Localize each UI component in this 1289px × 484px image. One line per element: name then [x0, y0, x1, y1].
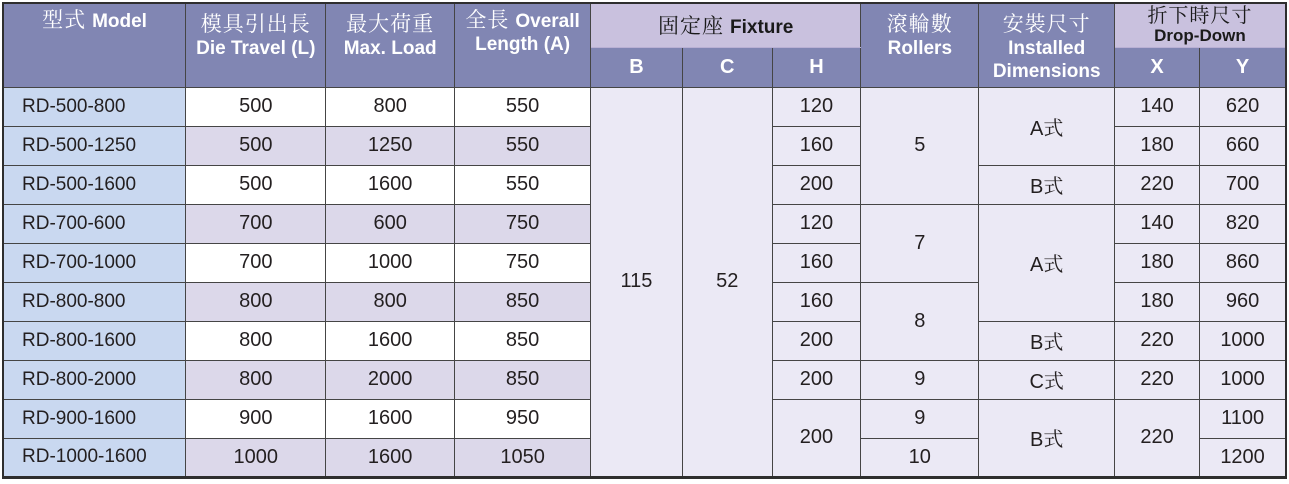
col-header-overall-length [454, 3, 590, 87]
model-cell: RD-700-1000 [3, 243, 186, 282]
col-header-drop-down-y: Y [1200, 47, 1286, 87]
col-header-rollers [861, 3, 979, 87]
value-cell: 850 [454, 321, 590, 360]
value-cell: 850 [454, 360, 590, 399]
value-cell: 860 [1200, 243, 1286, 282]
col-header-drop-down-en: Drop-Down [1154, 26, 1246, 46]
model-cell: RD-500-800 [3, 87, 186, 126]
col-header-die-travel-en: Die Travel (L) [196, 38, 316, 59]
value-cell: 1000 [1200, 321, 1286, 360]
value-cell: 1100 [1200, 399, 1286, 438]
table-body [3, 87, 1286, 477]
value-cell: 800 [186, 282, 326, 321]
value-cell: 800 [326, 87, 454, 126]
value-cell: A式 [979, 204, 1114, 321]
value-cell: 620 [1200, 87, 1286, 126]
value-cell: 220 [1114, 360, 1199, 399]
col-header-overall-length-en: Overall Length (A) [475, 11, 580, 55]
col-header-model-en: Model [92, 11, 147, 32]
col-header-die-travel-zh: 模具引出長 [200, 13, 311, 36]
col-header-installed-dimensions-zh: 安裝尺寸 [1002, 13, 1091, 36]
model-cell: RD-800-1600 [3, 321, 186, 360]
value-cell: 1600 [326, 438, 454, 477]
col-header-model [3, 3, 186, 87]
model-cell: RD-800-800 [3, 282, 186, 321]
col-header-max-load-zh: 最大荷重 [346, 13, 435, 36]
col-header-fixture-h: H [772, 47, 860, 87]
value-cell: 700 [186, 243, 326, 282]
model-cell: RD-500-1250 [3, 126, 186, 165]
col-header-installed-dimensions [979, 3, 1114, 87]
col-header-fixture-b: B [591, 47, 682, 87]
value-cell: 660 [1200, 126, 1286, 165]
value-cell: 7 [861, 204, 979, 282]
value-cell: C式 [979, 360, 1114, 399]
value-cell: 8 [861, 282, 979, 360]
value-cell: 550 [454, 165, 590, 204]
col-header-drop-down [1114, 3, 1286, 47]
value-cell: 1000 [1200, 360, 1286, 399]
value-cell: 600 [326, 204, 454, 243]
value-cell: 120 [772, 204, 860, 243]
value-cell: 800 [186, 321, 326, 360]
value-cell: 2000 [326, 360, 454, 399]
value-cell: 500 [186, 126, 326, 165]
value-cell: 500 [186, 165, 326, 204]
value-cell: 950 [454, 399, 590, 438]
value-cell: 220 [1114, 165, 1199, 204]
value-cell: 700 [1200, 165, 1286, 204]
value-cell: 180 [1114, 126, 1199, 165]
value-cell: 1000 [326, 243, 454, 282]
value-cell: 10 [861, 438, 979, 477]
value-cell: 160 [772, 126, 860, 165]
value-cell: 220 [1114, 399, 1199, 477]
value-cell: B式 [979, 399, 1114, 477]
value-cell: 1600 [326, 321, 454, 360]
value-cell: 550 [454, 126, 590, 165]
value-cell: 1050 [454, 438, 590, 477]
col-header-model-zh: 型式 [42, 9, 87, 32]
value-cell: 140 [1114, 204, 1199, 243]
value-cell: 1600 [326, 165, 454, 204]
value-cell: 500 [186, 87, 326, 126]
col-header-max-load [326, 3, 454, 87]
value-cell: 180 [1114, 282, 1199, 321]
value-cell: 550 [454, 87, 590, 126]
col-header-fixture-c: C [682, 47, 772, 87]
col-header-drop-down-zh: 折下時尺寸 [1147, 5, 1253, 28]
value-cell: B式 [979, 321, 1114, 360]
value-cell: 700 [186, 204, 326, 243]
value-cell: 200 [772, 399, 860, 477]
value-cell: B式 [979, 165, 1114, 204]
col-header-die-travel [186, 3, 326, 87]
value-cell: 220 [1114, 321, 1199, 360]
value-cell: 1200 [1200, 438, 1286, 477]
value-cell: 800 [326, 282, 454, 321]
value-cell: 52 [682, 87, 772, 477]
value-cell: 115 [591, 87, 682, 477]
model-cell: RD-800-2000 [3, 360, 186, 399]
value-cell: 200 [772, 360, 860, 399]
value-cell: 750 [454, 204, 590, 243]
value-cell: 200 [772, 321, 860, 360]
value-cell: 200 [772, 165, 860, 204]
value-cell: 160 [772, 243, 860, 282]
value-cell: 9 [861, 399, 979, 438]
spec-table [2, 2, 1287, 479]
col-header-rollers-zh: 滾輪數 [886, 13, 953, 36]
value-cell: 5 [861, 87, 979, 204]
col-header-overall-length-zh: 全長 [465, 9, 510, 32]
col-header-max-load-en: Max. Load [343, 38, 437, 59]
value-cell: 960 [1200, 282, 1286, 321]
value-cell: 900 [186, 399, 326, 438]
value-cell: 800 [186, 360, 326, 399]
value-cell: 820 [1200, 204, 1286, 243]
col-header-fixture-zh: 固定座 [658, 15, 725, 39]
value-cell: 1000 [186, 438, 326, 477]
value-cell: 140 [1114, 87, 1199, 126]
model-cell: RD-500-1600 [3, 165, 186, 204]
col-header-installed-dimensions-en: Installed Dimensions [992, 38, 1101, 82]
col-header-rollers-en: Rollers [887, 38, 953, 59]
value-cell: A式 [979, 87, 1114, 165]
model-cell: RD-1000-1600 [3, 438, 186, 477]
value-cell: 120 [772, 87, 860, 126]
col-header-fixture-en: Fixture [730, 17, 794, 39]
value-cell: 750 [454, 243, 590, 282]
model-cell: RD-700-600 [3, 204, 186, 243]
value-cell: 1600 [326, 399, 454, 438]
value-cell: 160 [772, 282, 860, 321]
value-cell: 9 [861, 360, 979, 399]
table-row [3, 87, 1286, 126]
col-header-drop-down-x: X [1114, 47, 1199, 87]
value-cell: 850 [454, 282, 590, 321]
value-cell: 1250 [326, 126, 454, 165]
col-header-fixture [591, 3, 861, 47]
header-row-top [3, 3, 1286, 47]
model-cell: RD-900-1600 [3, 399, 186, 438]
value-cell: 180 [1114, 243, 1199, 282]
table-header [3, 3, 1286, 87]
